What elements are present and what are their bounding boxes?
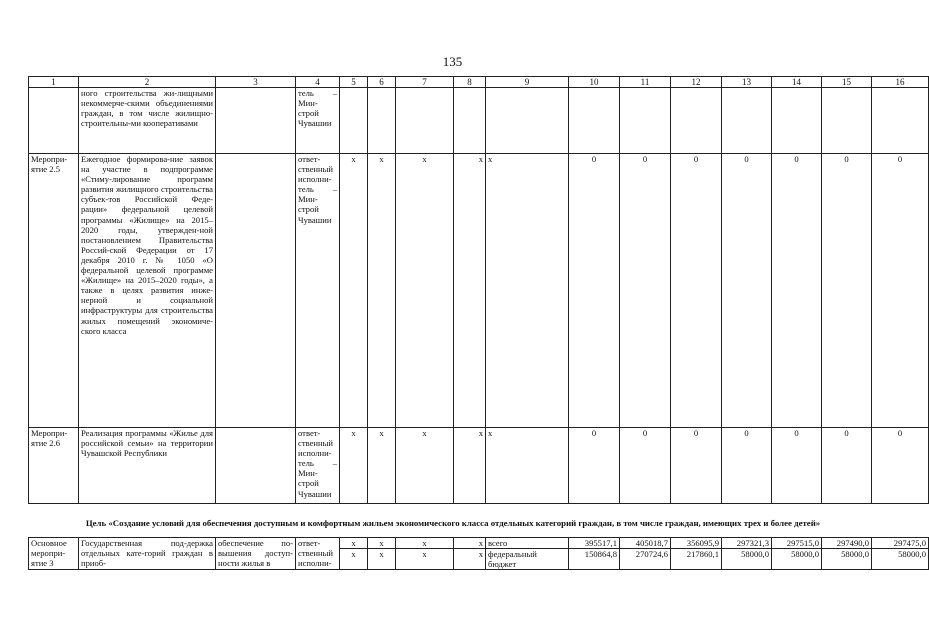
- cell: 0: [620, 428, 671, 504]
- cell: 297515,0: [772, 538, 822, 549]
- cell: 217860,1: [671, 549, 722, 570]
- cell: 0: [671, 154, 722, 428]
- cell: [872, 88, 929, 154]
- cell: [396, 88, 454, 154]
- cell: [216, 154, 296, 428]
- cell: x: [340, 154, 368, 428]
- cell: [569, 88, 620, 154]
- cell: 0: [772, 428, 822, 504]
- cell: Государственная под-держка отдельных кате-горий граждан в приоб-: [79, 538, 216, 570]
- cell: [29, 88, 79, 154]
- cell: x: [396, 154, 454, 428]
- col-header: 1: [29, 77, 79, 88]
- cell: [368, 88, 396, 154]
- table-row: [29, 88, 929, 154]
- col-header: 10: [569, 77, 620, 88]
- page-number: 135: [442, 54, 463, 69]
- col-header: 2: [79, 77, 216, 88]
- col-header: 5: [340, 77, 368, 88]
- cell: [216, 428, 296, 504]
- cell: [216, 88, 296, 154]
- cell: x: [368, 549, 396, 570]
- col-header: 4: [296, 77, 340, 88]
- cell: ответ-ственный исполни-тель – Мин-строй Чувашии: [296, 154, 340, 428]
- cell: 405018,7: [620, 538, 671, 549]
- col-header: 6: [368, 77, 396, 88]
- cell: 395517,1: [569, 538, 620, 549]
- col-header: 7: [396, 77, 454, 88]
- cell: Меропри-ятие 2.6: [29, 428, 79, 504]
- cell: Ежегодное формирова-ние заявок на участие в подпрограмме «Стиму-лирование программ развития жилищного строительства субъек-тов Российской Феде-рации» федеральной целевой программы «Жилище» на 2015–2020 годы, утвержден-ной постановлением Правительства Россий-ской Федерации от 17 декабря 2010 г. № 1050 «О федеральной целевой программе «Жилище» на 2015–2020 годы», а также в целях развития инже-нерной и социальной инфраструктуры для строительства жилых помещений экономиче-ского класса: [79, 154, 216, 428]
- cell: x: [368, 428, 396, 504]
- cell: 0: [722, 154, 772, 428]
- col-header: 12: [671, 77, 722, 88]
- cell: [486, 88, 569, 154]
- cell: 270724,6: [620, 549, 671, 570]
- cell: x: [368, 154, 396, 428]
- table-row: [29, 428, 929, 504]
- cell: 0: [671, 428, 722, 504]
- table-row: [29, 154, 929, 428]
- cell: Меропри-ятие 2.5: [29, 154, 79, 428]
- cell: Реализация программы «Жилье для российской семьи» на территории Чувашской Республики: [79, 428, 216, 504]
- cell: 0: [822, 154, 872, 428]
- cell: 356095,9: [671, 538, 722, 549]
- cell: ного строительства жи-лищными некоммерче-скими объединениями граждан, в том числе жилищно-строительны-ми кооперативами: [79, 88, 216, 154]
- cell: [454, 88, 486, 154]
- col-header: 8: [454, 77, 486, 88]
- cell: 58000,0: [872, 549, 929, 570]
- cell: [340, 88, 368, 154]
- table-row: [29, 538, 929, 549]
- cell: 58000,0: [822, 549, 872, 570]
- cell: x: [368, 538, 396, 549]
- cell: тель – Мин-строй Чувашии: [296, 88, 340, 154]
- cell: x: [340, 538, 368, 549]
- cell: x: [340, 428, 368, 504]
- cell: x: [340, 549, 368, 570]
- cell: x: [454, 538, 486, 549]
- cell: 150864,8: [569, 549, 620, 570]
- col-header: 13: [722, 77, 772, 88]
- cell: 0: [569, 428, 620, 504]
- col-header: 9: [486, 77, 569, 88]
- cell: всего: [486, 538, 569, 549]
- cell: x: [486, 428, 569, 504]
- cell: 0: [872, 428, 929, 504]
- cell: 0: [872, 154, 929, 428]
- cell: x: [454, 154, 486, 428]
- col-header: 16: [872, 77, 929, 88]
- col-header: 3: [216, 77, 296, 88]
- cell: x: [396, 428, 454, 504]
- main-table: [28, 76, 929, 504]
- cell: 58000,0: [722, 549, 772, 570]
- cell: 0: [569, 154, 620, 428]
- cell: [772, 88, 822, 154]
- col-header: 15: [822, 77, 872, 88]
- cell: ответ-ственный исполни-тель – Мин-строй Чувашии: [296, 428, 340, 504]
- cell: 0: [722, 428, 772, 504]
- cell: 297490,0: [822, 538, 872, 549]
- cell: 0: [822, 428, 872, 504]
- cell: [620, 88, 671, 154]
- cell: ответ-ственный исполни-: [296, 538, 340, 570]
- cell: 297321,3: [722, 538, 772, 549]
- cell: федеральный бюджет: [486, 549, 569, 570]
- cell: x: [396, 549, 454, 570]
- cell: x: [396, 538, 454, 549]
- cell: 0: [620, 154, 671, 428]
- cell: 58000,0: [772, 549, 822, 570]
- cell: 297475,0: [872, 538, 929, 549]
- cell: Основное меропри-ятие 3: [29, 538, 79, 570]
- col-header: 11: [620, 77, 671, 88]
- goal-table: [28, 537, 929, 570]
- cell: обеспечение по-вышения доступ-ности жилья в: [216, 538, 296, 570]
- cell: [822, 88, 872, 154]
- cell: x: [454, 549, 486, 570]
- cell: x: [454, 428, 486, 504]
- cell: [722, 88, 772, 154]
- cell: [671, 88, 722, 154]
- col-header: 14: [772, 77, 822, 88]
- cell: 0: [772, 154, 822, 428]
- cell: x: [486, 154, 569, 428]
- goal-heading: Цель «Создание условий для обеспечения доступным и комфортным жильем экономического класса отдельных категорий граждан, в том числе граждан, имеющих трех и более детей»: [85, 518, 821, 528]
- header-row: [29, 77, 929, 88]
